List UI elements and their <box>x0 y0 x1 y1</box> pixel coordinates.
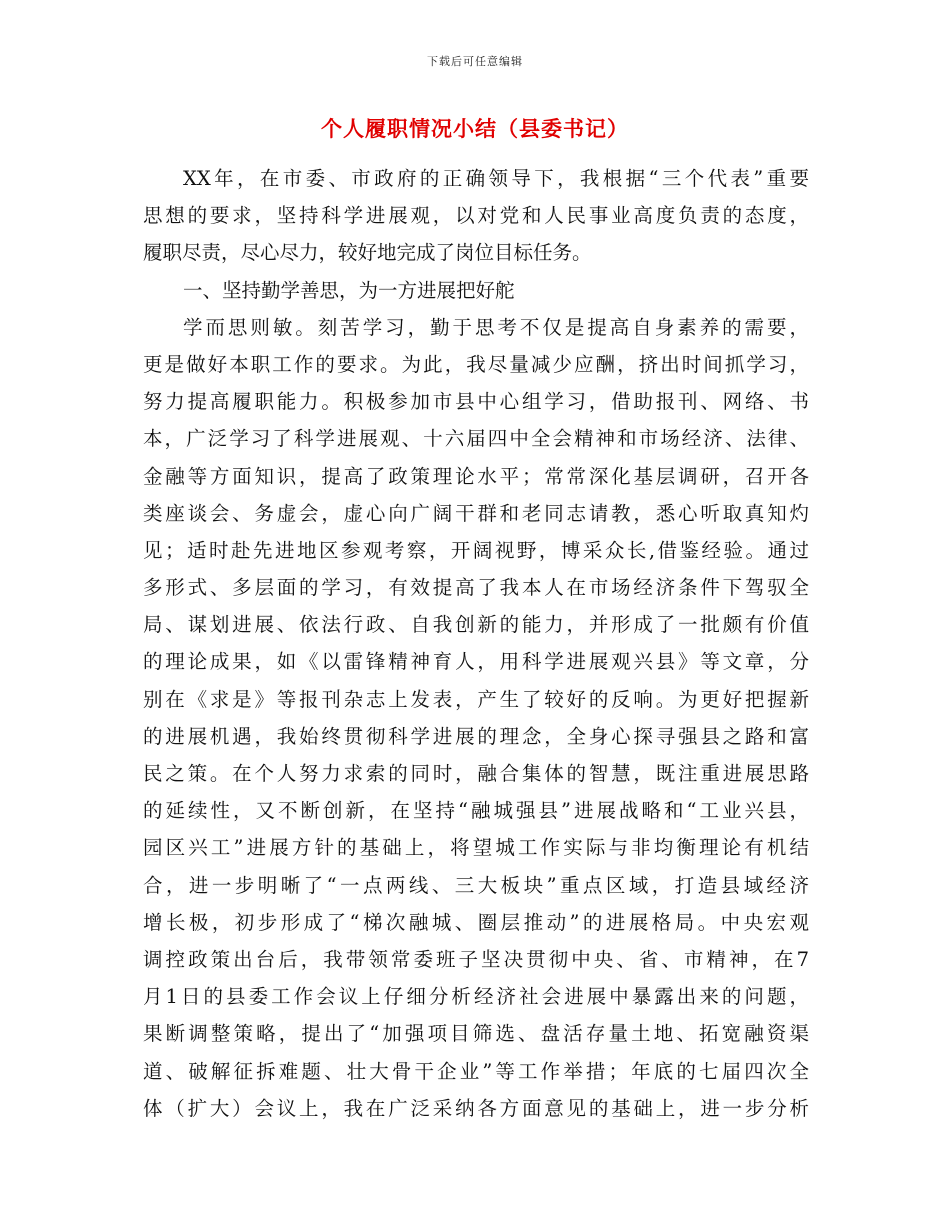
section-heading: 一、坚持勤学善思，为一方进展把好舵 <box>183 278 515 302</box>
text-line: 更是做好本职工作的要求。为此，我尽量减少应酬，挤出时间抓学习， <box>143 352 809 376</box>
document-title: 个人履职情况小结（县委书记） <box>321 116 629 141</box>
text-line: 思想的要求，坚持科学进展观，以对党和人民事业高度负责的态度， <box>143 204 809 228</box>
text-line: 体（扩大）会议上，我在广泛采纳各方面意见的基础上，进一步分析 <box>143 1096 809 1120</box>
text-line: 学而思则敏。刻苦学习，勤于思考不仅是提高自身素养的需要， <box>183 315 809 339</box>
text-line: 见；适时赴先进地区参观考察，开阔视野，博采众长,借鉴经验。通过 <box>143 538 809 562</box>
text-line: XX年，在市委、市政府的正确领导下，我根据“三个代表”重要 <box>183 167 809 190</box>
text-line: 增长极，初步形成了“梯次融城、圈层推动”的进展格局。中央宏观 <box>143 910 809 934</box>
text-line: 别在《求是》等报刊杂志上发表，产生了较好的反响。为更好把握新 <box>143 687 809 711</box>
text-line: 调控政策出台后，我带领常委班子坚决贯彻中央、省、市精神，在7 <box>143 947 809 971</box>
text-line: 的进展机遇，我始终贯彻科学进展的理念，全身心探寻强县之路和富 <box>143 724 809 748</box>
text-line: 努力提高履职能力。积极参加市县中心组学习，借助报刊、网络、书 <box>143 390 809 414</box>
text-line: 月1日的县委工作会议上仔细分析经济社会进展中暴露出来的问题， <box>143 985 809 1009</box>
text-line: 园区兴工”进展方针的基础上，将望城工作实际与非均衡理论有机结 <box>143 836 809 860</box>
text-line: 多形式、多层面的学习，有效提高了我本人在市场经济条件下驾驭全 <box>143 576 809 600</box>
text-line: 本，广泛学习了科学进展观、十六届四中全会精神和市场经济、法律、 <box>143 427 809 451</box>
text-line: 道、破解征拆难题、壮大骨干企业”等工作举措；年底的七届四次全 <box>143 1059 809 1083</box>
text-line: 类座谈会、务虚会，虚心向广阔干群和老同志请教，悉心听取真知灼 <box>143 501 809 525</box>
text-line: 履职尽责，尽心尽力，较好地完成了岗位目标任务。 <box>143 241 592 265</box>
text-line: 合，进一步明晰了“一点两线、三大板块”重点区域，打造县域经济 <box>143 873 809 897</box>
document-body <box>143 160 809 1127</box>
text-line: 的延续性，又不断创新，在坚持“融城强县”进展战略和“工业兴县， <box>143 799 809 823</box>
page-header-note: 下载后可任意编辑 <box>427 55 523 68</box>
text-line: 局、谋划进展、依法行政、自我创新的能力，并形成了一批颇有价值 <box>143 613 809 637</box>
text-line: 民之策。在个人努力求索的同时，融合集体的智慧，既注重进展思路 <box>143 762 809 785</box>
text-line: 金融等方面知识，提高了政策理论水平；常常深化基层调研，召开各 <box>143 464 809 488</box>
text-line: 的理论成果，如《以雷锋精神育人，用科学进展观兴县》等文章，分 <box>143 650 809 674</box>
text-line: 果断调整策略，提出了“加强项目筛选、盘活存量土地、拓宽融资渠 <box>143 1022 809 1046</box>
